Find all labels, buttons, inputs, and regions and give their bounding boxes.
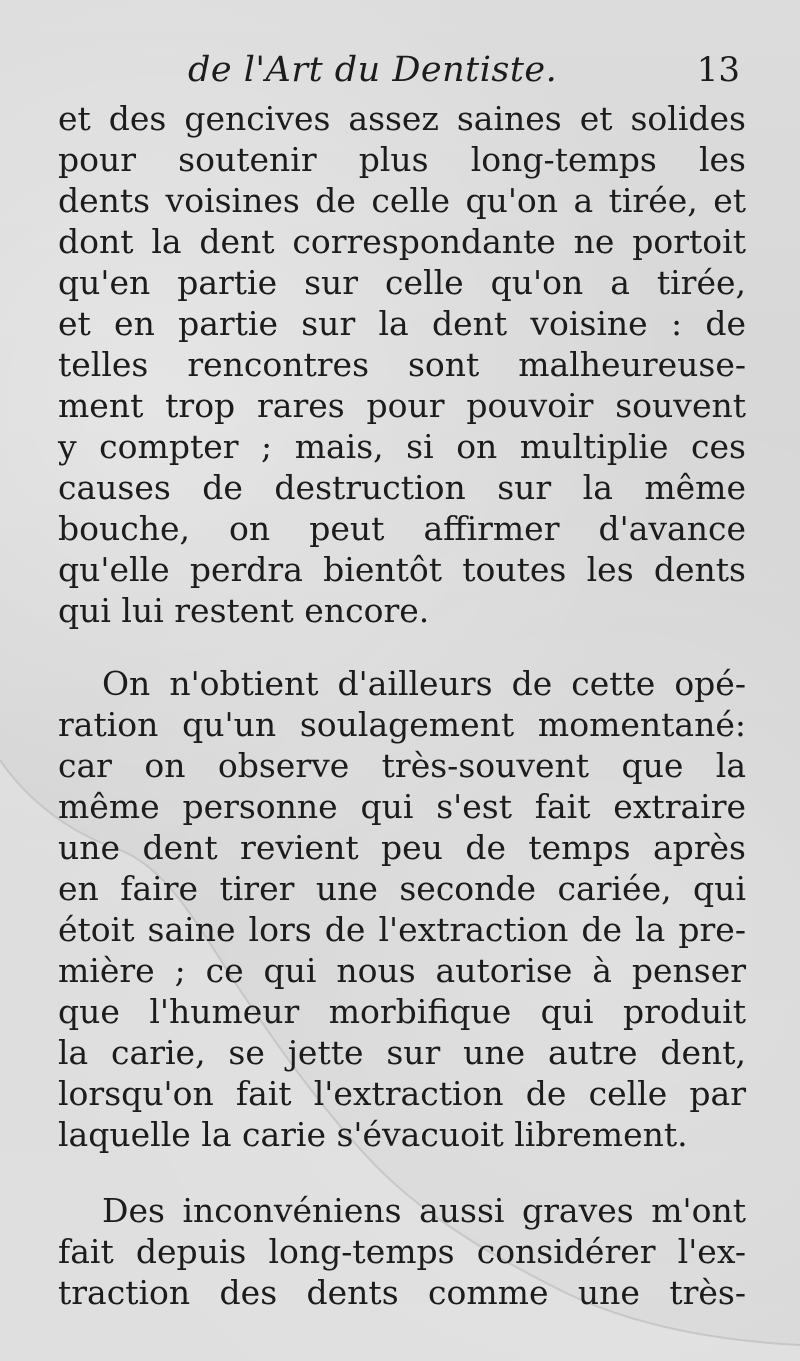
text-line: dont la dent correspondante ne portoit <box>58 222 746 261</box>
text-line: Des inconvéniens aussi graves m'ont <box>102 1191 746 1230</box>
running-title: de l'Art du Dentiste. <box>188 50 558 90</box>
text-line: qui lui restent encore. <box>58 591 430 630</box>
text-line: fait depuis long-temps considérer l'ex- <box>58 1232 746 1271</box>
text-line: pour soutenir plus long-temps les <box>58 140 746 179</box>
text-line: car on observe très-souvent que la <box>58 746 746 785</box>
text-line: y compter ; mais, si on multiplie ces <box>58 427 746 466</box>
text-line: et en partie sur la dent voisine : de <box>58 304 746 343</box>
text-line: que l'humeur morbifique qui produit <box>58 992 746 1031</box>
text-line: traction des dents comme une très- <box>58 1273 746 1312</box>
text-line: bouche, on peut affirmer d'avance <box>58 509 746 548</box>
text-line: mière ; ce qui nous autorise à penser <box>58 951 746 990</box>
text-line: qu'en partie sur celle qu'on a tirée, <box>58 263 746 302</box>
text-line: ment trop rares pour pouvoir souvent <box>58 386 746 425</box>
text-line: dents voisines de celle qu'on a tirée, et <box>58 181 746 220</box>
text-line: On n'obtient d'ailleurs de cette opé- <box>102 664 746 703</box>
text-line: qu'elle perdra bientôt toutes les dents <box>58 550 746 589</box>
text-line: une dent revient peu de temps après <box>58 828 746 867</box>
text-line: laquelle la carie s'évacuoit librement. <box>58 1115 688 1154</box>
text-line: la carie, se jette sur une autre dent, <box>58 1033 746 1072</box>
text-line: telles rencontres sont malheureuse- <box>58 345 746 384</box>
text-line: en faire tirer une seconde cariée, qui <box>58 869 746 908</box>
text-line: même personne qui s'est fait extraire <box>58 787 746 826</box>
page-number: 13 <box>696 50 740 90</box>
text-line: causes de destruction sur la même <box>58 468 746 507</box>
running-header <box>60 44 746 98</box>
text-line: et des gencives assez saines et solides <box>58 99 746 138</box>
text-line: ration qu'un soulagement momentané: <box>58 705 746 744</box>
text-line: étoit saine lors de l'extraction de la pre- <box>58 910 746 949</box>
text-line: lorsqu'on fait l'extraction de celle par <box>58 1074 746 1113</box>
